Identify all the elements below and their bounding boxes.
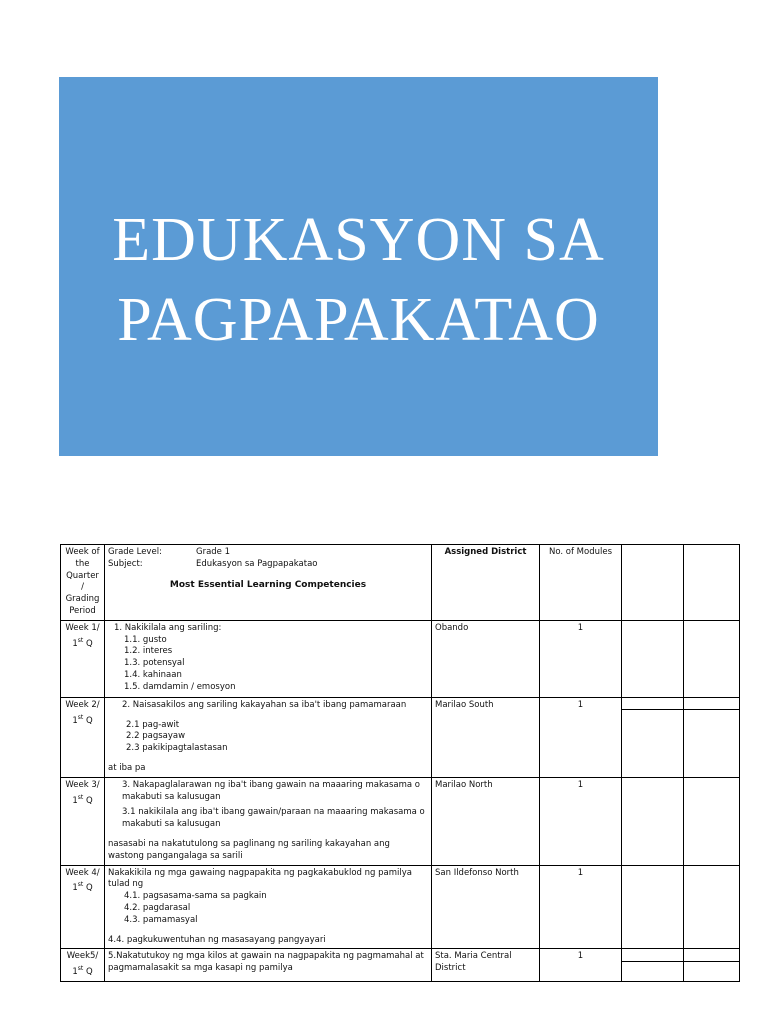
empty-cell — [622, 545, 684, 621]
quarter-number: 1 — [72, 883, 78, 894]
week-cell — [61, 949, 105, 981]
quarter-ordinal: st — [77, 713, 84, 721]
quarter-label — [64, 963, 101, 979]
header-week-label: Week of the Quarter / Grading Period — [65, 547, 100, 616]
banner-title — [112, 200, 605, 360]
header-modules-label: No. of Modules — [548, 547, 613, 557]
header-district-cell — [432, 545, 540, 621]
header-modules-cell — [540, 545, 622, 621]
district-cell: Sta. Maria Central District — [432, 949, 540, 981]
empty-cell — [684, 777, 740, 865]
district-cell: San Ildefonso North — [432, 865, 540, 949]
competency-line: 4.1. pagsasama-sama sa pagkain — [124, 891, 267, 902]
competency-line: at iba pa — [108, 762, 146, 773]
quarter-label — [64, 879, 101, 895]
competency-cell — [105, 620, 432, 697]
week-label: Week 2/ — [65, 699, 100, 710]
competency-cell — [105, 777, 432, 865]
quarter-ordinal: st — [77, 881, 84, 889]
district-cell: Obando — [432, 620, 540, 697]
quarter-number: 1 — [72, 715, 78, 726]
quarter-number: 1 — [72, 966, 78, 977]
week-cell — [61, 865, 105, 949]
empty-cell — [622, 620, 684, 697]
quarter-suffix: Q — [85, 795, 93, 806]
split-cell-top — [684, 698, 739, 710]
empty-cell — [622, 777, 684, 865]
quarter-suffix: Q — [85, 715, 93, 726]
competency-cell — [105, 865, 432, 949]
competency-line: 1.5. damdamin / emosyon — [124, 681, 236, 692]
competency-line: 2. Naisasakilos ang sariling kakayahan sa iba't ibang pamamaraan — [122, 699, 407, 710]
week-label: Week 3/ — [65, 779, 100, 790]
quarter-number: 1 — [72, 795, 78, 806]
week-cell — [61, 697, 105, 777]
competency-line: 1.4. kahinaan — [124, 669, 182, 680]
header-week-cell — [61, 545, 105, 621]
table-row — [61, 865, 740, 949]
competencies-table — [60, 544, 740, 982]
subject-line — [108, 559, 428, 571]
empty-cell — [684, 865, 740, 949]
modules-cell: 1 — [540, 620, 622, 697]
quarter-label — [64, 712, 101, 728]
header-district-label: Assigned District — [444, 547, 527, 557]
modules-cell: 1 — [540, 777, 622, 865]
quarter-label — [64, 792, 101, 808]
split-cell-top — [622, 698, 683, 710]
grade-level-line — [108, 547, 428, 559]
competencies-title: Most Essential Learning Competencies — [169, 579, 367, 590]
banner-title-line-1: EDUKASYON SA — [112, 205, 605, 274]
week-cell — [61, 620, 105, 697]
competency-line: 2.3 pakikipagtalastasan — [126, 743, 228, 754]
table-row — [61, 949, 740, 981]
split-cell-top — [684, 949, 739, 962]
competency-line: 1.2. interes — [124, 646, 173, 657]
quarter-suffix: Q — [85, 638, 93, 649]
subject-label: Subject: — [108, 558, 143, 569]
competency-line: 3.1 nakikilala ang iba't ibang gawain/paraan na maaaring makasama o makabuti sa kalusugan — [122, 807, 425, 830]
quarter-number: 1 — [72, 638, 78, 649]
table-row — [61, 697, 740, 777]
week-label: Week5/ — [66, 951, 99, 962]
header-subject-cell — [105, 545, 432, 621]
competency-line: 2.2 pagsayaw — [126, 731, 186, 742]
district-cell: Marilao South — [432, 697, 540, 777]
banner-title-line-2: PAGPAPAKATAO — [117, 285, 600, 354]
split-cell — [684, 697, 740, 777]
subject-value: Edukasyon sa Pagpapakatao — [196, 558, 318, 569]
competency-line: 1.3. potensyal — [124, 658, 185, 669]
district-cell: Marilao North — [432, 777, 540, 865]
quarter-ordinal: st — [77, 636, 84, 644]
empty-cell — [684, 620, 740, 697]
grade-level-label: Grade Level: — [108, 547, 162, 557]
competency-line: Nakakikila ng mga gawaing nagpapakita ng pagkakabuklod ng pamilya tulad ng — [108, 867, 412, 890]
quarter-label — [64, 635, 101, 651]
week-label: Week 4/ — [65, 867, 100, 878]
split-cell — [622, 949, 684, 981]
split-cell — [684, 949, 740, 981]
competency-cell — [105, 697, 432, 777]
modules-cell: 1 — [540, 949, 622, 981]
competency-line: nasasabi na nakatutulong sa paglinang ng sariling kakayahan ang wastong pangangalaga sa sarili — [108, 838, 390, 861]
empty-cell — [622, 865, 684, 949]
split-cell — [622, 697, 684, 777]
quarter-suffix: Q — [85, 966, 93, 977]
table-row — [61, 620, 740, 697]
split-cell-top — [622, 949, 683, 962]
competency-line: 4.4. pagkukuwentuhan ng masasayang pangyayari — [108, 934, 326, 945]
modules-cell: 1 — [540, 865, 622, 949]
competency-line: 1.1. gusto — [124, 634, 167, 645]
competency-line: 4.2. pagdarasal — [124, 902, 191, 913]
table-header-row — [61, 545, 740, 621]
competency-cell — [105, 949, 432, 981]
table-row — [61, 777, 740, 865]
competency-line: 5.Nakatutukoy ng mga kilos at gawain na nagpapakita ng pagmamahal at pagmamalasakit sa mga kasapi ng pamilya — [108, 951, 424, 974]
title-banner — [59, 77, 658, 456]
competency-line: 4.3. pamamasyal — [124, 914, 198, 925]
competency-line: 1. Nakikilala ang sariling: — [114, 622, 222, 633]
competency-line: 2.1 pag-awit — [126, 719, 180, 730]
modules-cell: 1 — [540, 697, 622, 777]
quarter-suffix: Q — [85, 883, 93, 894]
week-cell — [61, 777, 105, 865]
competency-line: 3. Nakapaglalarawan ng iba't ibang gawain na maaaring makasama o makabuti sa kalusugan — [122, 779, 420, 802]
week-label: Week 1/ — [65, 622, 100, 633]
quarter-ordinal: st — [77, 965, 84, 973]
quarter-ordinal: st — [77, 793, 84, 801]
grade-level-value: Grade 1 — [196, 547, 231, 557]
empty-cell — [684, 545, 740, 621]
